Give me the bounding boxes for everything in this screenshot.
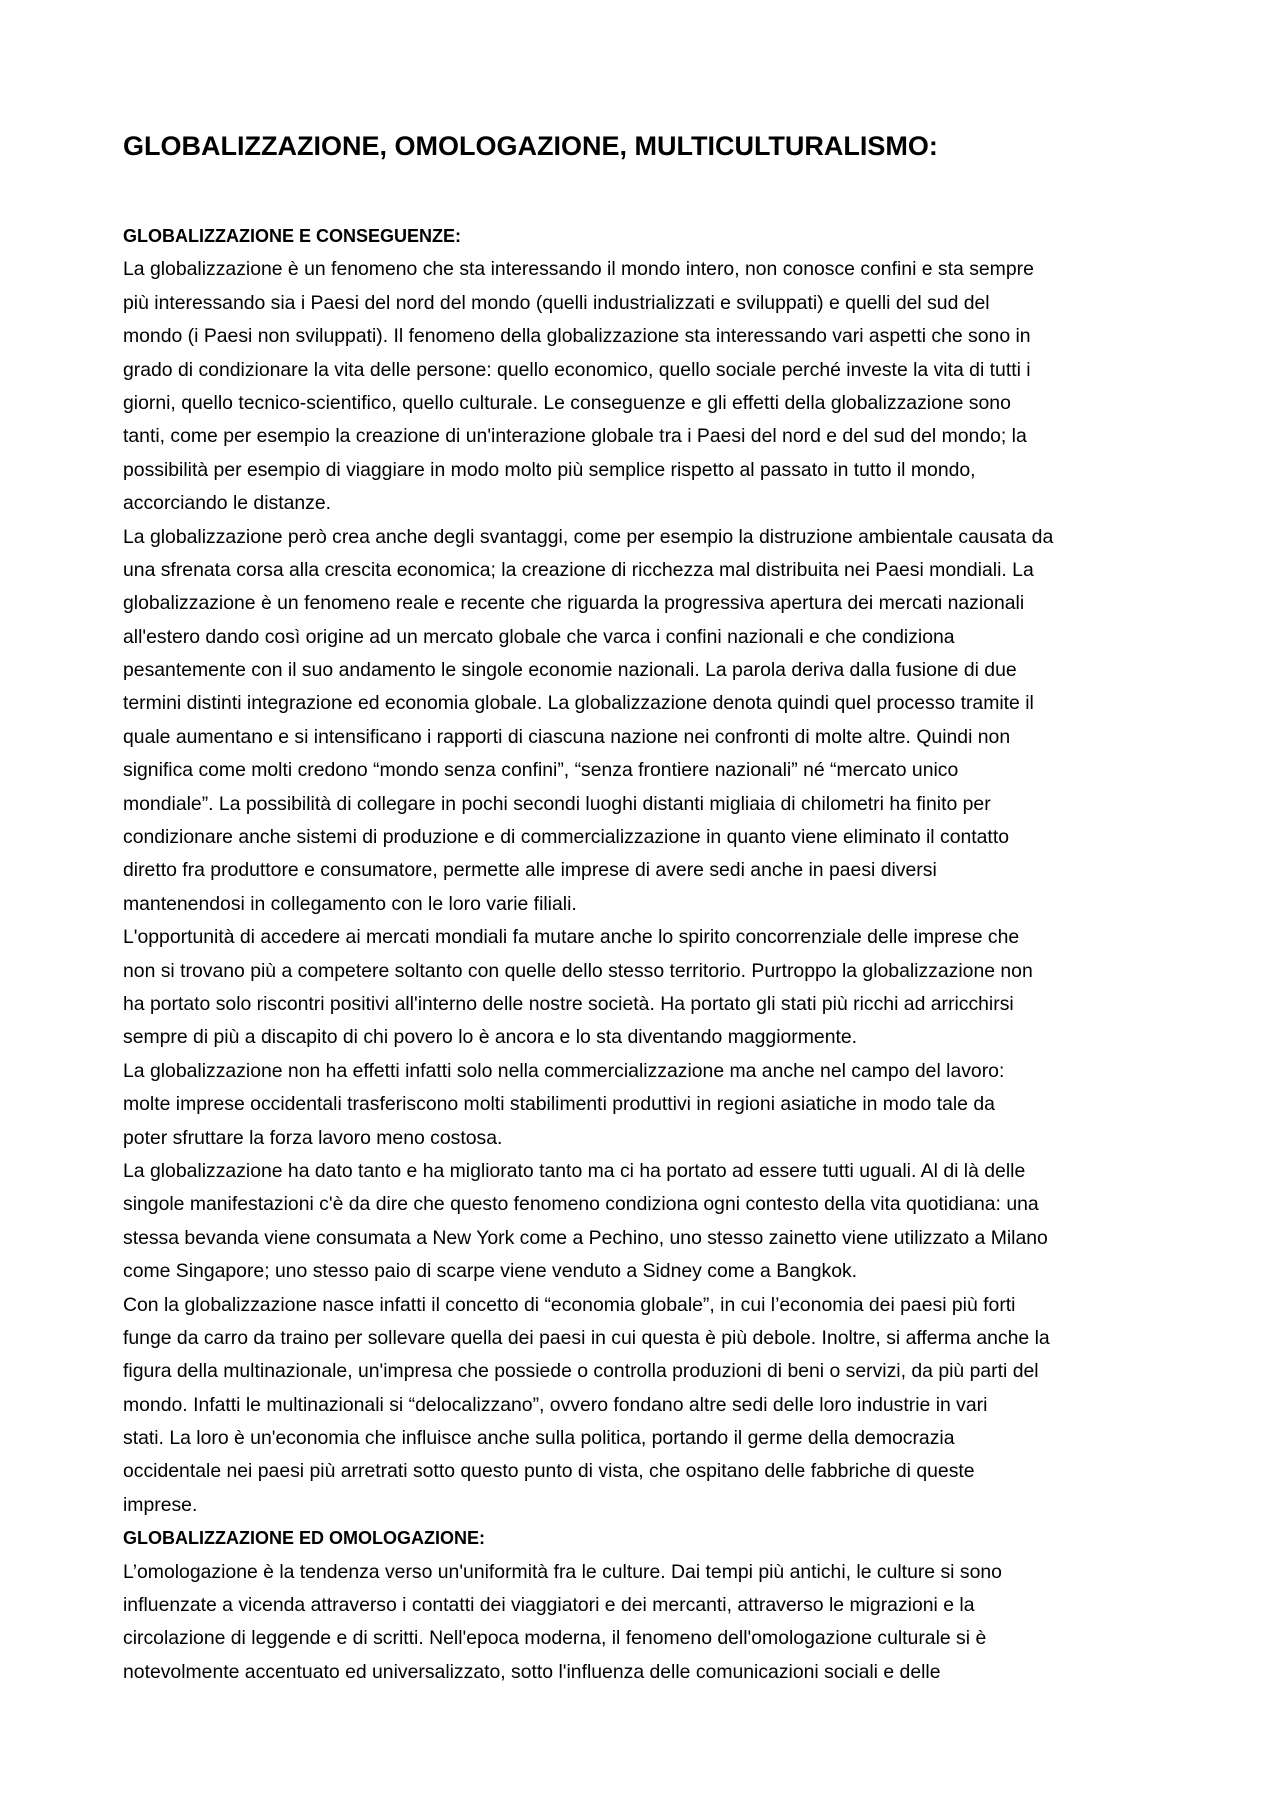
text-line: Con la globalizzazione nasce infatti il concetto di “economia globale”, in cui l’economia dei paesi più forti bbox=[123, 1293, 1016, 1316]
text-line: mondiale”. La possibilità di collegare in pochi secondi luoghi distanti migliaia di chilometri ha finito per bbox=[123, 792, 991, 815]
text-line: La globalizzazione è un fenomeno che sta interessando il mondo intero, non conosce confini e sta sempre bbox=[123, 258, 1034, 281]
text-line: influenzate a vicenda attraverso i contatti dei viaggiatori e dei mercanti, attraverso le migrazioni e la bbox=[123, 1594, 975, 1617]
text-line: pesantemente con il suo andamento le singole economie nazionali. La parola deriva dalla fusione di due bbox=[123, 659, 1017, 682]
text-line: globalizzazione è un fenomeno reale e recente che riguarda la progressiva apertura dei mercati nazionali bbox=[123, 592, 1025, 615]
text-line: mondo. Infatti le multinazionali si “delocalizzano”, ovvero fondano altre sedi delle loro industrie in vari bbox=[123, 1393, 988, 1416]
text-line: sempre di più a discapito di chi povero lo è ancora e lo sta diventando maggiormente. bbox=[123, 1026, 858, 1049]
text-line: quale aumentano e si intensificano i rapporti di ciascuna nazione nei confronti di molte altre. Quindi non bbox=[123, 725, 1011, 748]
text-line: come Singapore; uno stesso paio di scarpe viene venduto a Sidney come a Bangkok. bbox=[123, 1260, 858, 1283]
text-line: tanti, come per esempio la creazione di un'interazione globale tra i Paesi del nord e del sud del mondo; la bbox=[123, 425, 1027, 448]
text-line: La globalizzazione ha dato tanto e ha migliorato tanto ma ci ha portato ad essere tutti uguali. Al di là delle bbox=[123, 1159, 1026, 1182]
text-line: termini distinti integrazione ed economia globale. La globalizzazione denota quindi quel processo tramite il bbox=[123, 692, 1034, 715]
text-line: non si trovano più a competere soltanto con quelle dello stesso territorio. Purtroppo la globalizzazione non bbox=[123, 959, 1033, 982]
text-line: mantenendosi in collegamento con le loro varie filiali. bbox=[123, 892, 577, 915]
text-line: figura della multinazionale, un'impresa che possiede o controlla produzioni di beni o servizi, da più parti del bbox=[123, 1360, 1039, 1383]
text-line: La globalizzazione non ha effetti infatti solo nella commercializzazione ma anche nel campo del lavoro: bbox=[123, 1059, 1005, 1082]
text-line: accorciando le distanze. bbox=[123, 492, 332, 515]
document-body bbox=[123, 128, 1168, 1689]
text-line: all'estero dando così origine ad un mercato globale che varca i confini nazionali e che condiziona bbox=[123, 625, 955, 648]
text-line: condizionare anche sistemi di produzione e di commercializzazione in quanto viene eliminato il contatto bbox=[123, 826, 1009, 849]
text-line: una sfrenata corsa alla crescita economica; la creazione di ricchezza mal distribuita nei Paesi mondiali. La bbox=[123, 558, 1034, 581]
document-title: GLOBALIZZAZIONE, OMOLOGAZIONE, MULTICULTURALISMO: bbox=[123, 131, 938, 161]
text-line: giorni, quello tecnico-scientifico, quello culturale. Le conseguenze e gli effetti della globalizzazione sono bbox=[123, 391, 1011, 414]
text-line: L'opportunità di accedere ai mercati mondiali fa mutare anche lo spirito concorrenziale delle imprese che bbox=[123, 926, 1020, 949]
text-line: stati. La loro è un'economia che influisce anche sulla politica, portando il germe della democrazia bbox=[123, 1427, 955, 1450]
text-line: poter sfruttare la forza lavoro meno costosa. bbox=[123, 1126, 503, 1149]
text-line: imprese. bbox=[123, 1493, 198, 1516]
section-heading: GLOBALIZZAZIONE E CONSEGUENZE: bbox=[123, 226, 462, 246]
text-line: più interessando sia i Paesi del nord del mondo (quelli industrializzati e sviluppati) e quelli del sud del bbox=[123, 291, 990, 314]
text-line: grado di condizionare la vita delle persone: quello economico, quello sociale perché investe la vita di tutti i bbox=[123, 358, 1031, 381]
text-line: L’omologazione è la tendenza verso un'uniformità fra le culture. Dai tempi più antichi, le culture si sono bbox=[123, 1560, 1002, 1583]
text-line: funge da carro da traino per sollevare quella dei paesi in cui questa è più debole. Inoltre, si afferma anche la bbox=[123, 1326, 1050, 1349]
text-line: possibilità per esempio di viaggiare in modo molto più semplice rispetto al passato in tutto il mondo, bbox=[123, 458, 976, 481]
text-line: singole manifestazioni c'è da dire che questo fenomeno condiziona ogni contesto della vita quotidiana: una bbox=[123, 1193, 1039, 1216]
text-line: La globalizzazione però crea anche degli svantaggi, come per esempio la distruzione ambientale causata da bbox=[123, 525, 1054, 548]
text-line: stessa bevanda viene consumata a New York come a Pechino, uno stesso zainetto viene utilizzato a Milano bbox=[123, 1226, 1048, 1249]
text-line: ha portato solo riscontri positivi all'interno delle nostre società. Ha portato gli stati più ricchi ad arricchirsi bbox=[123, 993, 1014, 1015]
text-line: diretto fra produttore e consumatore, permette alle imprese di avere sedi anche in paesi diversi bbox=[123, 859, 937, 882]
text-line: mondo (i Paesi non sviluppati). Il fenomeno della globalizzazione sta interessando vari aspetti che sono in bbox=[123, 325, 1031, 348]
text-line: notevolmente accentuato ed universalizzato, sotto l'influenza delle comunicazioni sociali e delle bbox=[123, 1660, 941, 1683]
text-line: molte imprese occidentali trasferiscono molti stabilimenti produttivi in regioni asiatiche in modo tale da bbox=[123, 1093, 995, 1116]
text-line: occidentale nei paesi più arretrati sotto questo punto di vista, che ospitano delle fabbriche di queste bbox=[123, 1460, 975, 1483]
text-line: circolazione di leggende e di scritti. Nell'epoca moderna, il fenomeno dell'omologazione culturale si è bbox=[123, 1627, 987, 1650]
section-heading: GLOBALIZZAZIONE ED OMOLOGAZIONE: bbox=[123, 1528, 485, 1549]
text-line: significa come molti credono “mondo senza confini”, “senza frontiere nazionali” né “mercato unico bbox=[123, 759, 959, 782]
